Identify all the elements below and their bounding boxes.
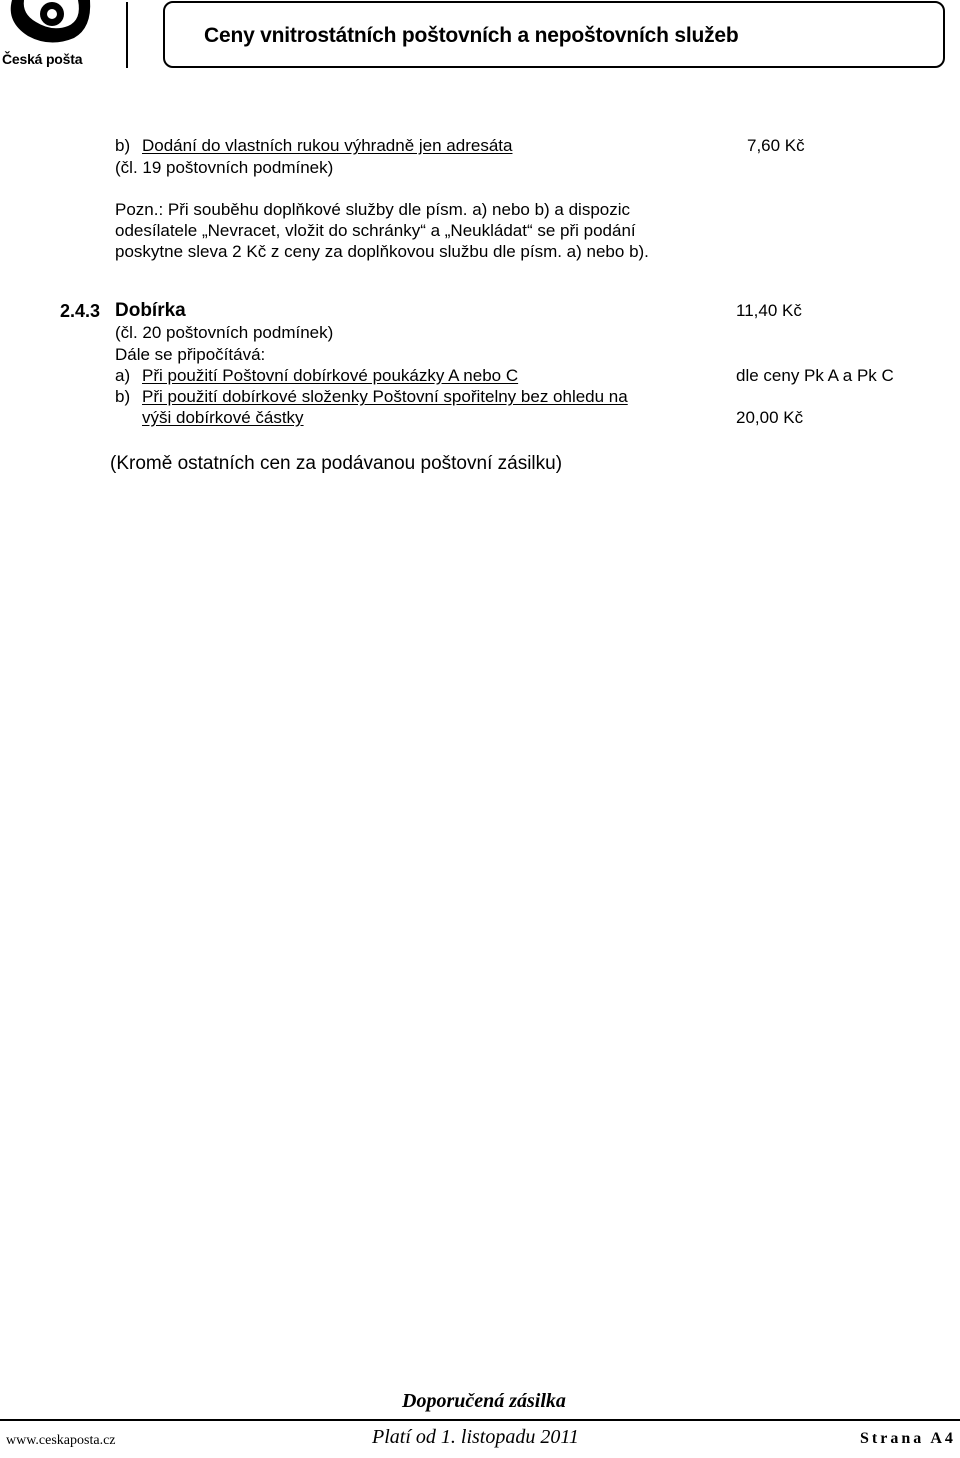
logo-text: Česká pošta bbox=[2, 51, 83, 67]
note-line1: Pozn.: Při souběhu doplňkové služby dle písm. a) nebo b) a dispozic bbox=[115, 200, 631, 219]
page-title: Ceny vnitrostátních poštovních a nepoštovních služeb bbox=[204, 24, 739, 47]
section-b-line1: Při použití dobírkové složenky Poštovní spořitelny bez ohledu na bbox=[142, 387, 628, 406]
section-number: 2.4.3 bbox=[60, 301, 101, 321]
section-a-text: Při použití Poštovní dobírkové poukázky A nebo C bbox=[142, 366, 519, 385]
section-b-line2: výši dobírkové částky bbox=[142, 408, 304, 427]
footer-valid-from: Platí od 1. listopadu 2011 bbox=[372, 1426, 579, 1448]
section-b-marker: b) bbox=[115, 387, 131, 406]
item-b-line2: (čl. 19 poštovních podmínek) bbox=[115, 158, 334, 177]
item-b-line1: Dodání do vlastních rukou výhradně jen adresáta bbox=[142, 136, 513, 155]
footer-page-number: Strana A4 bbox=[860, 1430, 956, 1447]
item-b-marker: b) bbox=[115, 136, 131, 155]
item-b-price: 7,60 Kč bbox=[747, 136, 805, 155]
section-title: Dobírka bbox=[115, 300, 186, 321]
section-ref: (čl. 20 poštovních podmínek) bbox=[115, 323, 334, 342]
section-extra-label: Dále se připočítává: bbox=[115, 345, 266, 364]
footer-url: www.ceskaposta.cz bbox=[6, 1433, 116, 1448]
section-a-marker: a) bbox=[115, 366, 131, 385]
note-line3: poskytne sleva 2 Kč z ceny za doplňkovou službu dle písm. a) nebo b). bbox=[115, 242, 649, 261]
section-footnote: (Kromě ostatních cen za podávanou poštovní zásilku) bbox=[110, 453, 563, 474]
footer-subtitle: Doporučená zásilka bbox=[402, 1390, 566, 1412]
header-divider bbox=[126, 2, 128, 68]
section-a-price: dle ceny Pk A a Pk C bbox=[736, 366, 894, 385]
note-line2: odesílatele „Nevracet, vložit do schránky“ a „Neukládat“ se při podání bbox=[115, 221, 636, 240]
section-price: 11,40 Kč bbox=[736, 301, 802, 320]
footer-divider bbox=[0, 1419, 960, 1421]
section-b-price: 20,00 Kč bbox=[736, 408, 804, 427]
